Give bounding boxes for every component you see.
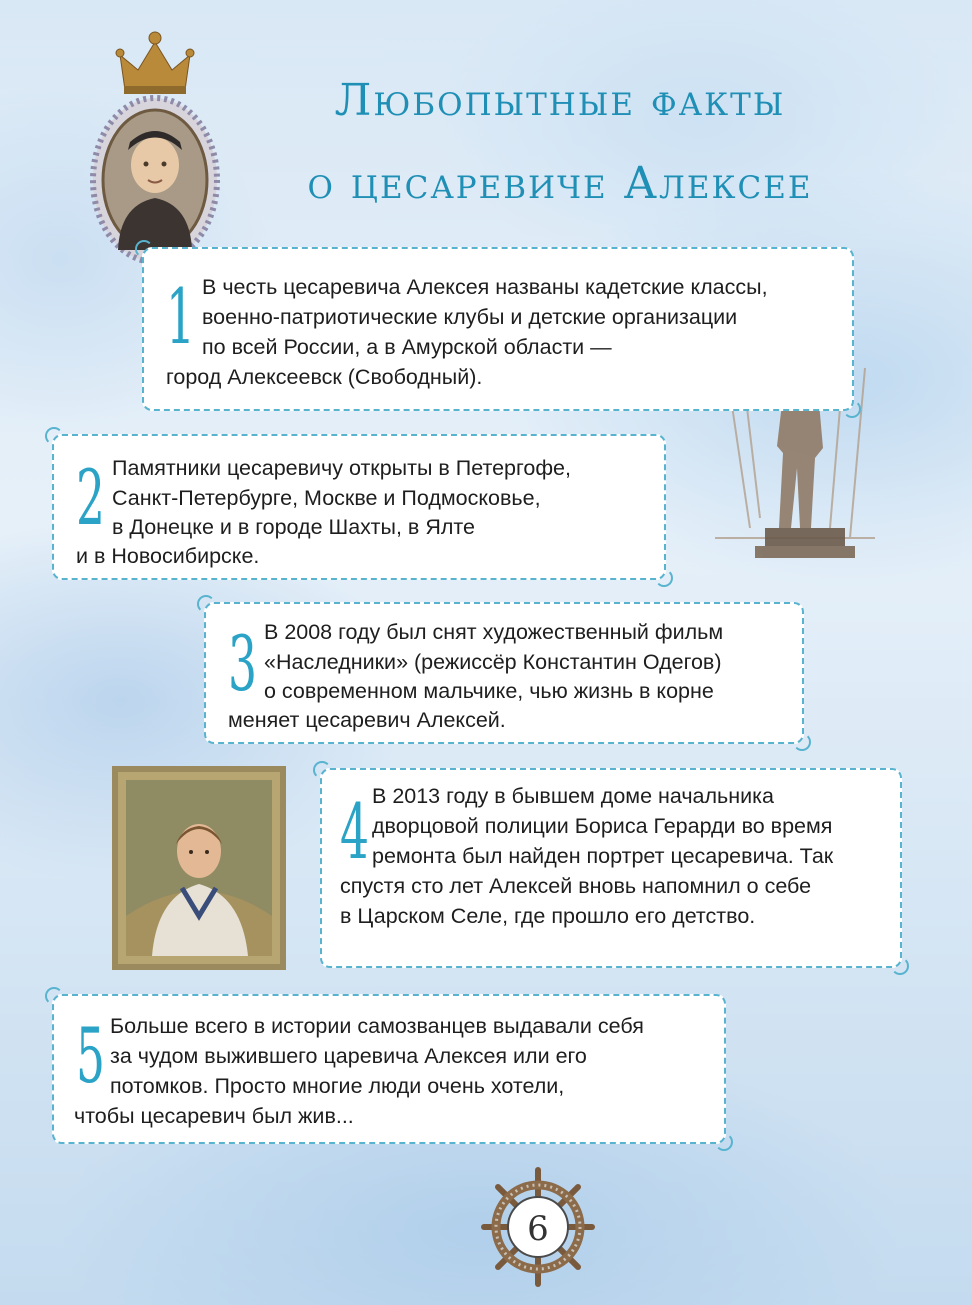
- fact-4-line-5: в Царском Селе, где прошло его детство.: [340, 904, 756, 928]
- fact-4-line-3: ремонта был найден портрет цесаревича. Так: [372, 844, 834, 868]
- fact-3-line-2: «Наследники» (режиссёр Константин Одегов): [264, 650, 722, 674]
- fact-2-line-2: Санкт-Петербурге, Москве и Подмосковье,: [112, 486, 541, 510]
- ship-wheel-icon: [478, 1162, 598, 1292]
- fact-number-5: 5: [76, 1011, 106, 1100]
- fact-number-4: 4: [340, 787, 370, 876]
- fact-card-3: [204, 602, 804, 744]
- fact-5-line-2: за чудом выжившего царевича Алексея или его: [110, 1044, 587, 1068]
- fact-card-2: [52, 434, 666, 580]
- boy-portrait-painting-image: [112, 766, 286, 970]
- fact-5-line-1: Больше всего в истории самозванцев выдавали себя: [110, 1014, 644, 1038]
- fact-number-2: 2: [76, 453, 106, 542]
- fact-3-line-1: В 2008 году был снят художественный фильм: [264, 620, 724, 644]
- medallion-portrait-image: [80, 20, 230, 265]
- fact-4-line-2: дворцовой полиции Бориса Герарди во время: [372, 814, 833, 838]
- fact-1-line-1: В честь цесаревича Алексея названы кадетские классы,: [202, 275, 768, 299]
- fact-4-line-1: В 2013 году в бывшем доме начальника: [372, 784, 774, 808]
- fact-5-line-3: потомков. Просто многие люди очень хотели,: [110, 1074, 565, 1098]
- fact-2-line-3: в Донецке и в городе Шахты, в Ялте: [112, 515, 475, 539]
- page-number: 6: [527, 1209, 549, 1249]
- fact-number-3: 3: [228, 619, 258, 708]
- fact-5-line-4: чтобы цесаревич был жив...: [74, 1104, 354, 1128]
- fact-1-line-3: по всей России, а в Амурской области —: [202, 335, 612, 359]
- fact-card-1: [142, 247, 854, 411]
- fact-3-line-3: о современном мальчике, чью жизнь в корне: [264, 679, 714, 703]
- fact-card-5: [52, 994, 726, 1144]
- fact-1-line-4: город Алексеевск (Свободный).: [166, 365, 483, 389]
- fact-number-1: 1: [166, 272, 196, 361]
- page-title-line-2: о цесаревиче Алексее: [307, 158, 813, 209]
- fact-4-line-4: спустя сто лет Алексей вновь напомнил о себе: [340, 874, 812, 898]
- fact-3-line-4: меняет цесаревич Алексей.: [228, 708, 506, 732]
- fact-1-line-2: военно-патриотические клубы и детские организации: [202, 305, 738, 329]
- fact-card-4: [320, 768, 902, 968]
- page-title-line-1: Любопытные факты: [334, 75, 786, 126]
- fact-2-line-4: и в Новосибирске.: [76, 544, 260, 568]
- fact-2-line-1: Памятники цесаревичу открыты в Петергофе,: [112, 456, 571, 480]
